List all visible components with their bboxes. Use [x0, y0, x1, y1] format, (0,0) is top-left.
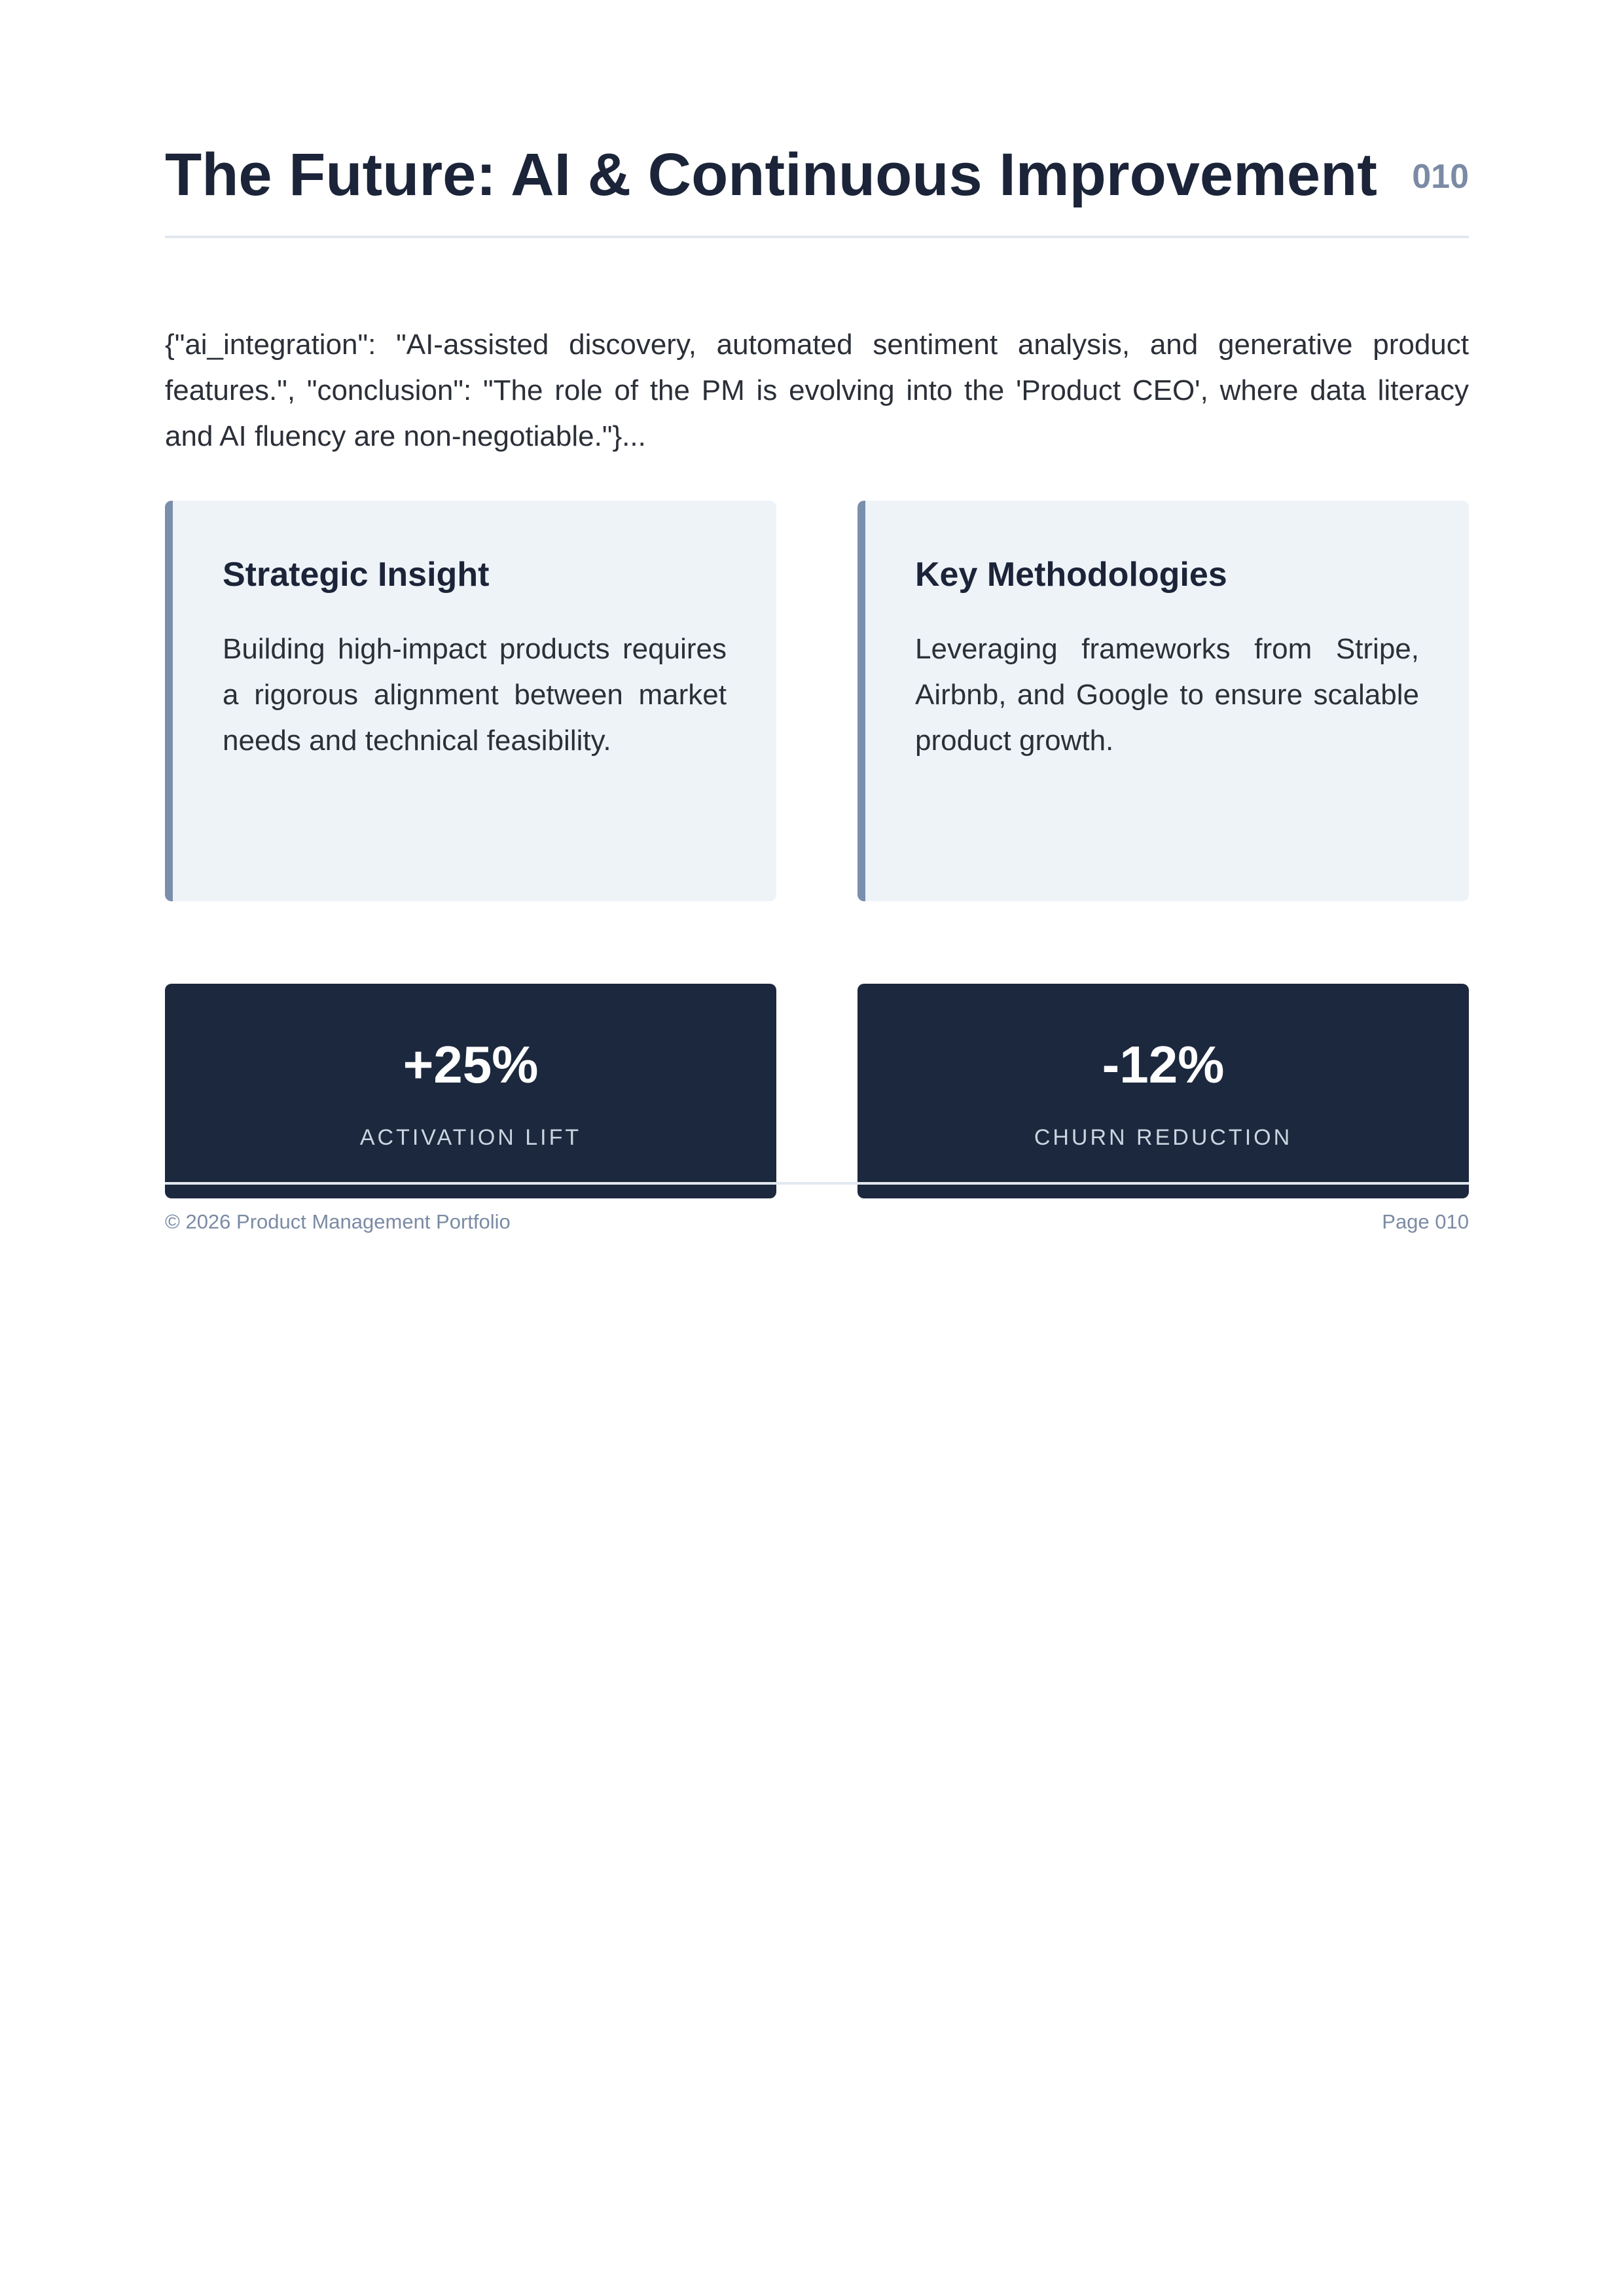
key-methodologies-card	[857, 501, 1469, 901]
stat-label: CHURN REDUCTION	[1034, 1125, 1293, 1150]
strategic-insight-card	[165, 501, 776, 901]
churn-reduction-stat	[857, 984, 1469, 1198]
card-heading: Strategic Insight	[223, 556, 490, 594]
card-body: Leveraging frameworks from Stripe, Airbnb, and Google to ensure scalable product growth.	[915, 633, 1419, 757]
footer-copyright: © 2026 Product Management Portfolio	[165, 1210, 511, 1233]
stat-label: ACTIVATION LIFT	[359, 1125, 582, 1150]
page-title: The Future: AI & Continuous Improvement	[165, 141, 1377, 208]
footer-divider	[165, 1182, 1469, 1185]
page-header	[165, 134, 1469, 238]
card-body: Building high-impact products requires a rigorous alignment between market needs and technical feasibility.	[223, 633, 727, 757]
card-heading: Key Methodologies	[915, 556, 1227, 594]
stat-value: +25%	[403, 1035, 539, 1094]
footer-page-label: Page 010	[1382, 1210, 1469, 1233]
header-page-number: 010	[1412, 158, 1469, 196]
stat-value: -12%	[1102, 1035, 1225, 1094]
activation-lift-stat	[165, 984, 776, 1198]
intro-paragraph: {"ai_integration": "AI-assisted discovery, automated sentiment analysis, and generative product features.", "conclusion": "The role of the PM is evolving into the 'Product CEO', where data literacy and AI fluency are non-negotiable."}...	[165, 329, 1469, 452]
